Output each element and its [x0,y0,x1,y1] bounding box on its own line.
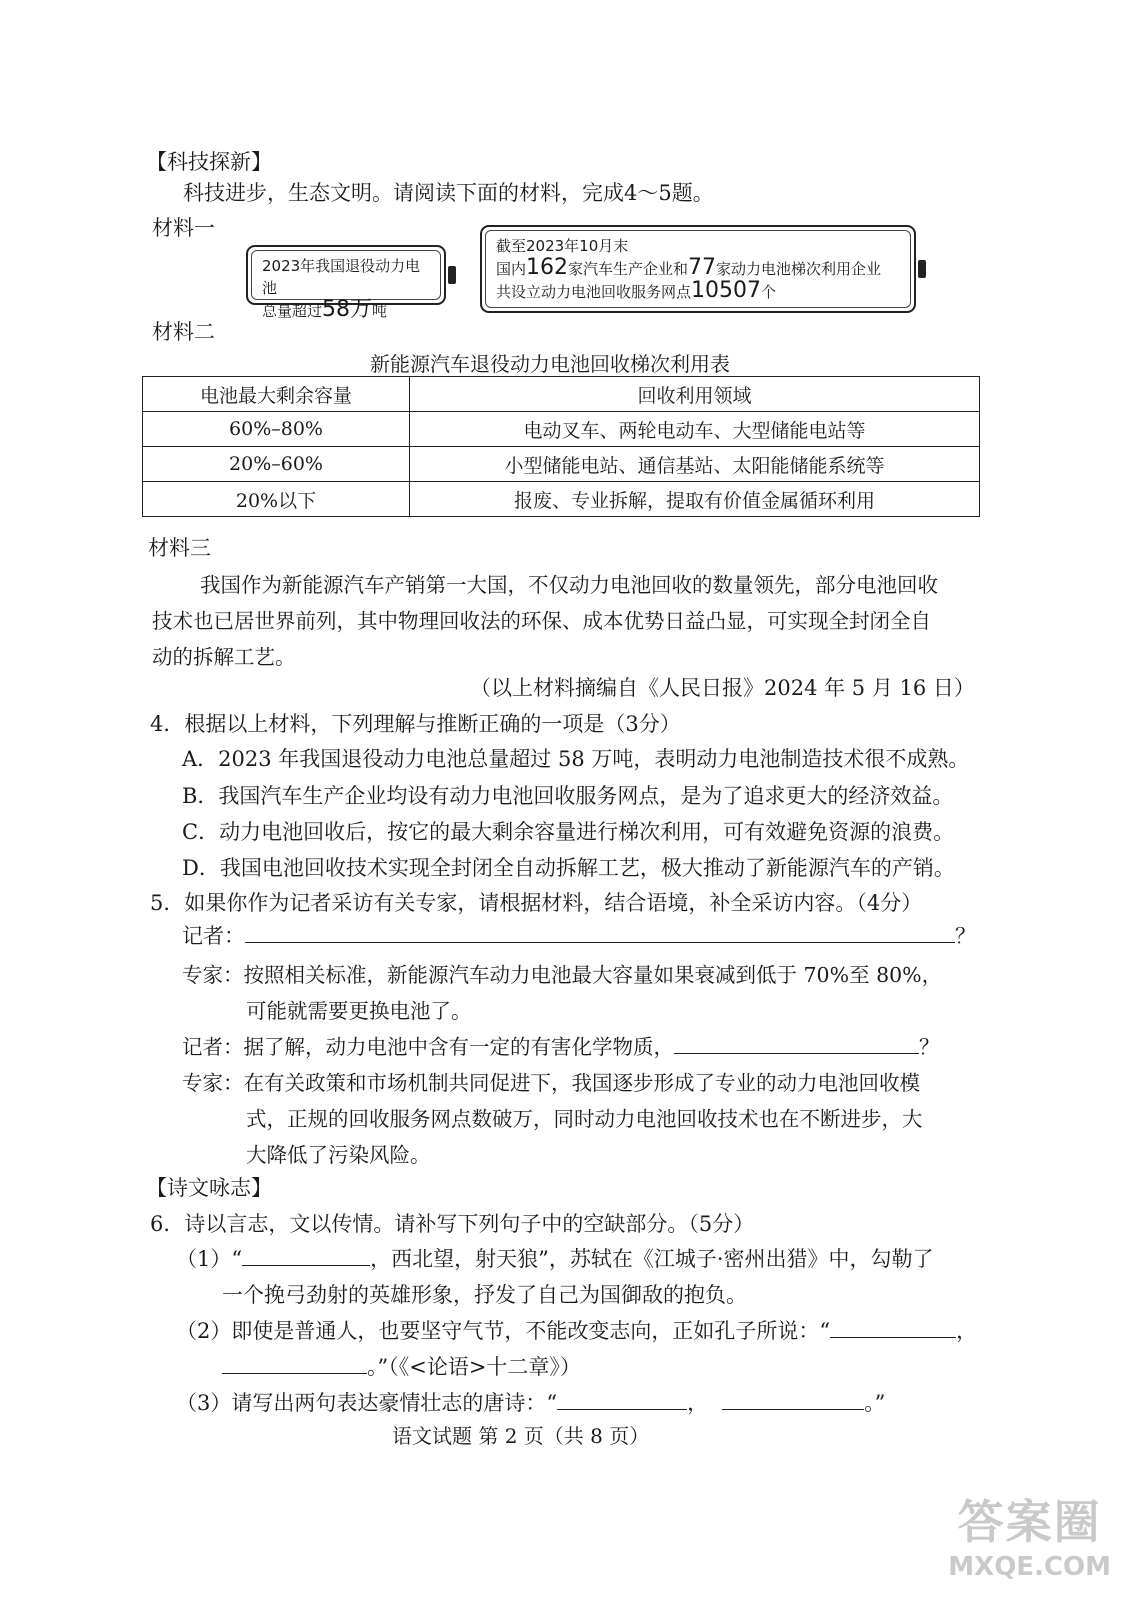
battery-box-total-line2: 总量超过58万吨 [262,297,388,322]
q4-option-d: D．我国电池回收技术实现全封闭全自动拆解工艺，极大推动了新能源汽车的产销。 [182,856,955,880]
q6-part3: （3）请写出两句表达豪情壮志的唐诗：“ ， 。” [176,1387,885,1417]
q5-reporter-1: 记者： ？ [182,920,976,950]
watermark-url: MXQE.COM [948,1552,1111,1582]
answer-blank[interactable] [557,1387,687,1410]
q4-option-b: B．我国汽车生产企业均设有动力电池回收服务网点，是为了追求更大的经济效益。 [182,784,954,808]
table-cell-capacity: 20%–60% [143,447,410,482]
battery-cap-icon [918,260,926,278]
material3-line3: 动的拆解工艺。 [152,645,296,669]
table-cell-field: 电动叉车、两轮电动车、大型储能电站等 [410,412,980,447]
table-cell-capacity: 20%以下 [143,482,410,517]
battery-box-network [480,225,916,313]
q6-part2-line2: 。”（《<论语>十二章》） [222,1351,581,1381]
battery-box-network-line1: 截至2023年10月末 [496,237,629,255]
table-row [143,412,980,447]
table-title: 新能源汽车退役动力电池回收梯次利用表 [370,352,730,376]
material1-label: 材料一 [152,216,215,240]
q5-expert-2-line1: 专家：在有关政策和市场机制共同促进下，我国逐步形成了专业的动力电池回收模 [182,1071,920,1095]
section-intro: 科技进步，生态文明。请阅读下面的材料，完成4～5题。 [183,181,714,205]
battery-cap-icon [448,266,456,284]
q5-expert-1-line2: 可能就需要更换电池了。 [246,999,472,1023]
battery-box-total-line1: 2023年我国退役动力电池 [262,257,421,297]
q5-reporter-2: 记者：据了解，动力电池中含有一定的有害化学物质， ？ [182,1030,940,1060]
q6-part2-line1: （2）即使是普通人，也要坚守气节，不能改变志向，正如孔子所说：“ ， [176,1315,977,1345]
table-header-row [143,377,980,412]
table-cell-capacity: 60%–80% [143,412,410,447]
q5-stem: 5．如果你作为记者采访有关专家，请根据材料，结合语境，补全采访内容。（4分） [150,891,923,915]
watermark-logo-text: 答案圈 [957,1495,1102,1549]
material-source: （以上材料摘编自《人民日报》2024 年 5 月 16 日） [470,676,975,700]
q4-stem: 4．根据以上材料，下列理解与推断正确的一项是（3分） [150,712,681,736]
battery-box-network-line2: 国内162家汽车生产企业和77家动力电池梯次利用企业 [496,255,882,280]
table-header-capacity: 电池最大剩余容量 [143,377,410,412]
q5-expert-1-line1: 专家：按照相关标准，新能源汽车动力电池最大容量如果衰减到低于 70%至 80%， [182,963,943,987]
material3-line1: 我国作为新能源汽车产销第一大国，不仅动力电池回收的数量领先，部分电池回收 [200,573,938,597]
battery-box-network-line3: 共设立动力电池回收服务网点10507个 [496,278,777,303]
section-heading-poetry: 【诗文咏志】 [146,1176,272,1200]
answer-blank[interactable] [830,1315,956,1338]
q5-expert-2-line2: 式，正规的回收服务网点数破万，同时动力电池回收技术也在不断进步，大 [246,1107,923,1131]
q5-expert-2-line3: 大降低了污染风险。 [246,1143,431,1167]
section-heading-tech: 【科技探新】 [146,150,272,174]
q6-part1-line2: 一个挽弓劲射的英雄形象，抒发了自己为国御敌的抱负。 [222,1283,747,1307]
q6-stem: 6．诗以言志，文以传情。请补写下列句子中的空缺部分。（5分） [150,1212,755,1236]
battery-box-total [246,245,446,322]
answer-blank[interactable] [722,1387,864,1410]
table-row [143,447,980,482]
page-footer: 语文试题 第 2 页（共 8 页） [392,1424,650,1448]
site-watermark [948,1486,1111,1582]
table-cell-field: 小型储能电站、通信基站、太阳能储能系统等 [410,447,980,482]
material2-label: 材料二 [152,320,215,344]
table-header-field: 回收利用领域 [410,377,980,412]
q4-option-c: C．动力电池回收后，按它的最大剩余容量进行梯次利用，可有效避免资源的浪费。 [182,820,955,844]
answer-blank[interactable] [674,1031,919,1054]
recycle-table [142,376,980,517]
answer-blank[interactable] [245,920,955,943]
q4-option-a: A．2023 年我国退役动力电池总量超过 58 万吨，表明动力电池制造技术很不成熟。 [182,747,970,771]
answer-blank[interactable] [222,1351,367,1374]
material3-line2: 技术也已居世界前列，其中物理回收法的环保、成本优势日益凸显，可实现全封闭全自 [152,609,931,633]
q6-part1-line1: （1）“ ，西北望，射天狼”，苏轼在《江城子·密州出猎》中，勾勒了 [176,1243,934,1273]
material3-label: 材料三 [148,536,211,560]
table-cell-field: 报废、专业拆解，提取有价值金属循环利用 [410,482,980,517]
table-row [143,482,980,517]
answer-blank[interactable] [242,1243,370,1266]
